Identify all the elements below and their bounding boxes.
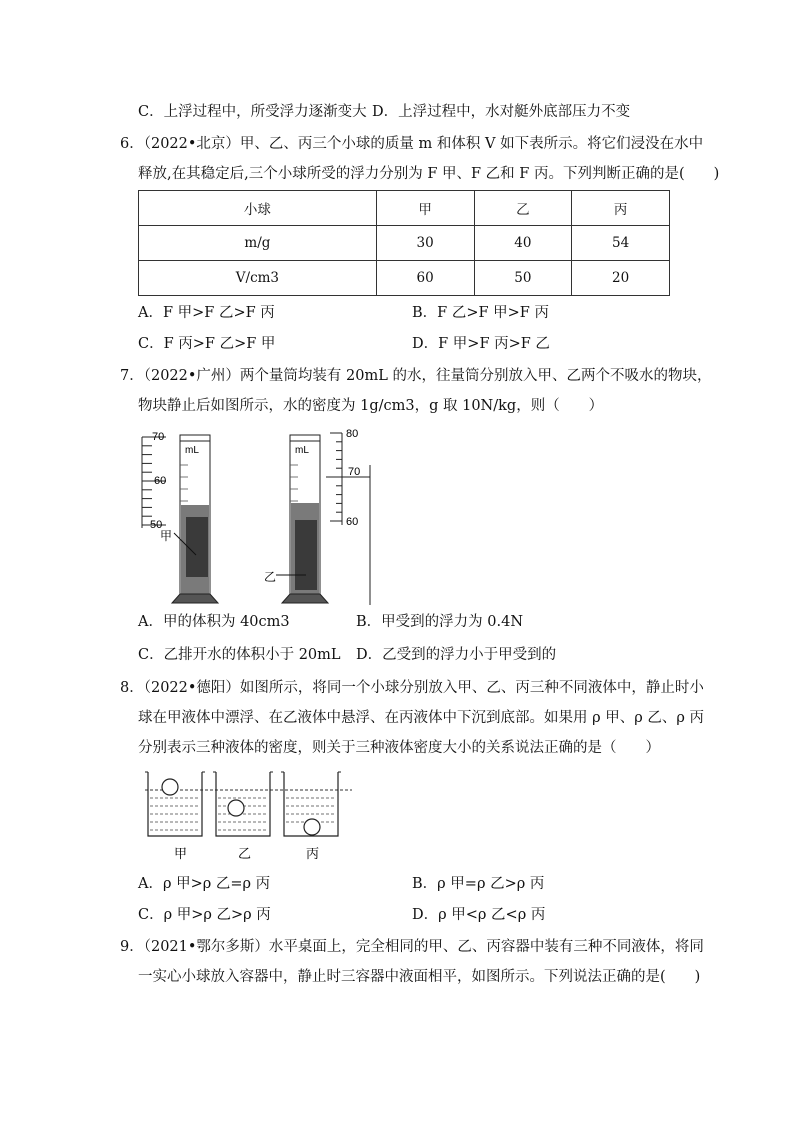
- q6-stem-line1: 6．（2022•北京）甲、乙、丙三个小球的质量 m 和体积 V 如下表所示。将它们浸没在水中: [120, 136, 704, 152]
- label-jia: 甲: [160, 529, 173, 543]
- table-row: [139, 226, 670, 261]
- q6-option-b: B．F 乙>F 甲>F 丙: [412, 305, 549, 321]
- q6-stem-line2: 释放,在其稳定后,三个小球所受的浮力分别为 F 甲、F 乙和 F 丙。下列判断正确的是( ): [138, 166, 720, 182]
- right-scale-label-80: 80: [346, 428, 359, 440]
- table-header-row: [139, 191, 670, 226]
- table-cell: 40: [474, 226, 572, 261]
- table-cell: m/g: [139, 226, 377, 261]
- q6-option-c: C．F 丙>F 乙>F 甲: [138, 336, 276, 352]
- table-cell: 丙: [572, 191, 670, 226]
- table-row: [139, 261, 670, 296]
- left-scale-label-60: 60: [154, 475, 167, 487]
- left-cylinder-unit: mL: [185, 445, 199, 456]
- left-scale-label-70: 70: [152, 431, 165, 443]
- table-cell: 50: [474, 261, 572, 296]
- q7-cylinder-figure: [130, 425, 390, 610]
- q7-option-b: B．甲受到的浮力为 0.4N: [356, 614, 524, 630]
- q6-option-a: A．F 甲>F 乙>F 丙: [138, 305, 275, 321]
- q5-option-d: D．上浮过程中，水对艇外底部压力不变: [372, 104, 631, 120]
- right-scale-label-60: 60: [346, 516, 359, 528]
- beaker-label-yi: 乙: [238, 847, 252, 862]
- q7-option-a: A．甲的体积为 40cm3: [138, 614, 290, 630]
- q7-stem-line1: 7．（2022•广州）两个量筒均装有 20mL 的水，往量筒分别放入甲、乙两个不吸水的物块，: [120, 368, 712, 384]
- q8-option-c: C．ρ 甲>ρ 乙>ρ 丙: [138, 907, 271, 923]
- table-cell: 54: [572, 226, 670, 261]
- q7-stem-line2: 物块静止后如图所示，水的密度为 1g/cm3，g 取 10N/kg，则（ ）: [138, 398, 604, 414]
- q8-option-b: B．ρ 甲=ρ 乙>ρ 丙: [412, 876, 545, 892]
- table-cell: 小球: [139, 191, 377, 226]
- q5-option-c: C．上浮过程中，所受浮力逐渐变大: [138, 104, 367, 120]
- beaker-label-bing: 丙: [306, 847, 320, 862]
- table-cell: 甲: [376, 191, 474, 226]
- q9-stem-line2: 一实心小球放入容器中，静止时三容器中液面相平，如图所示。下列说法正确的是( ): [138, 969, 701, 985]
- q8-stem-line2: 球在甲液体中漂浮、在乙液体中悬浮、在丙液体中下沉到底部。如果用 ρ 甲、ρ 乙、ρ 丙: [138, 710, 705, 726]
- table-cell: 30: [376, 226, 474, 261]
- label-yi: 乙: [264, 570, 277, 584]
- table-cell: 乙: [474, 191, 572, 226]
- left-scale-label-50: 50: [150, 519, 163, 531]
- q8-stem-line1: 8．（2022•德阳）如图所示，将同一个小球分别放入甲、乙、丙三种不同液体中，静止时小: [120, 680, 704, 696]
- q7-option-d: D．乙受到的浮力小于甲受到的: [356, 647, 557, 663]
- q8-beaker-figure: [140, 768, 360, 863]
- q6-data-table: [138, 190, 670, 296]
- q8-option-d: D．ρ 甲<ρ 乙<ρ 丙: [412, 907, 546, 923]
- table-cell: 20: [572, 261, 670, 296]
- beaker-label-jia: 甲: [174, 847, 188, 862]
- q6-option-d: D．F 甲>F 丙>F 乙: [412, 336, 550, 352]
- table-cell: 60: [376, 261, 474, 296]
- q7-option-c: C．乙排开水的体积小于 20mL: [138, 647, 341, 663]
- right-cylinder-unit: mL: [295, 445, 309, 456]
- right-scale-label-70: 70: [348, 466, 361, 478]
- table-cell: V/cm3: [139, 261, 377, 296]
- q8-option-a: A．ρ 甲>ρ 乙=ρ 丙: [138, 876, 271, 892]
- q8-stem-line3: 分别表示三种液体的密度，则关于三种液体密度大小的关系说法正确的是（ ）: [138, 740, 660, 756]
- q9-stem-line1: 9．（2021•鄂尔多斯）水平桌面上，完全相同的甲、乙、丙容器中装有三种不同液体，将同: [120, 939, 704, 955]
